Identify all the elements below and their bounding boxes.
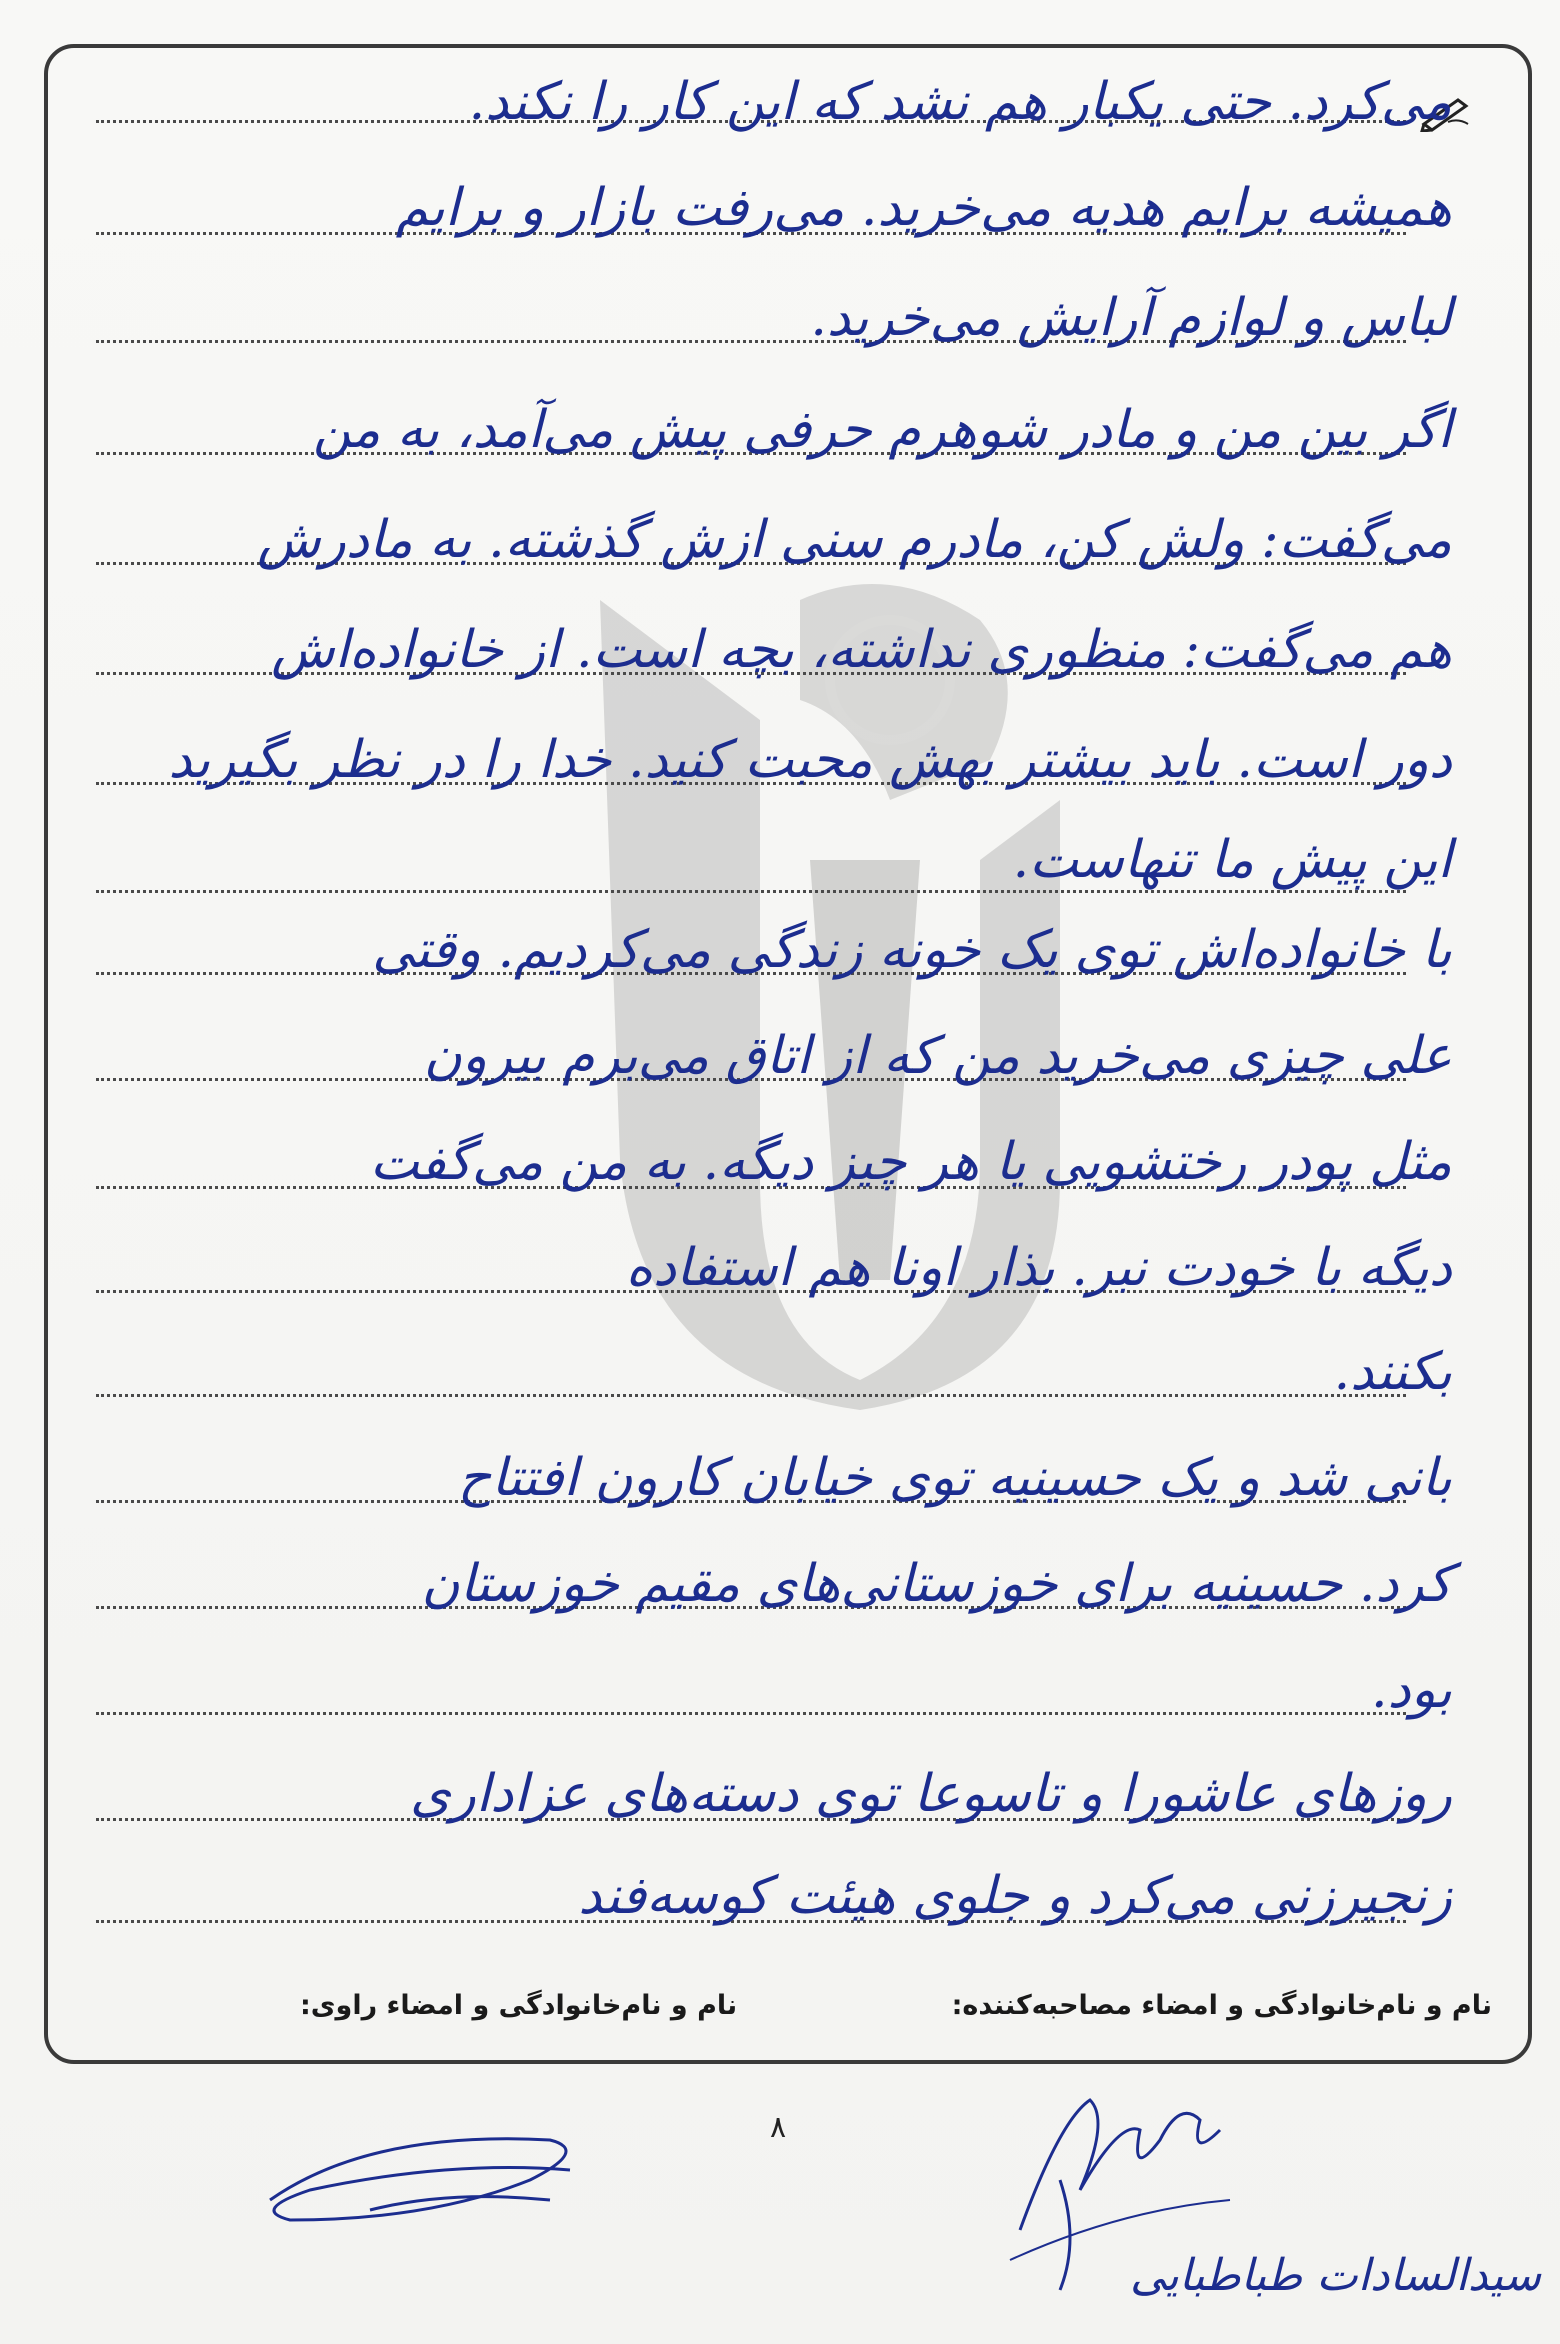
handwritten-line: دور است. باید بیشتر بهش محبت کنید. خدا را در نظر بگیرید xyxy=(168,730,1452,790)
handwritten-line: می‌گفت: ولش کن، مادرم سنی ازش گذشته. به مادرش xyxy=(257,510,1452,570)
interviewer-signature-label: نام و نام‌خانوادگی و امضاء مصاحبه‌کننده: xyxy=(951,1990,1492,2021)
handwritten-line: با خانواده‌اش توی یک خونه زندگی می‌کردیم. وقتی xyxy=(372,920,1452,980)
handwritten-line: علی چیزی می‌خرید من که از اتاق می‌برم بیرون xyxy=(423,1026,1452,1086)
handwritten-line: هم می‌گفت: منظوری نداشته، بچه است. از خانواده‌اش xyxy=(271,620,1452,680)
handwritten-line: اگر بین من و مادر شوهرم حرفی پیش می‌آمد، به من xyxy=(312,400,1452,460)
handwritten-line: همیشه برایم هدیه می‌خرید. می‌رفت بازار و برایم xyxy=(395,178,1452,238)
handwritten-line: می‌کرد. حتی یکبار هم نشد که این کار را نکند. xyxy=(468,72,1452,132)
handwritten-line: بکنند. xyxy=(1333,1342,1452,1402)
handwritten-line: دیگه با خودت نبر. بذار اونا هم استفاده xyxy=(625,1238,1452,1298)
writing-line xyxy=(96,890,1406,893)
handwritten-line: بانی شد و یک حسینیه توی خیابان کارون افتتاح xyxy=(457,1448,1452,1508)
narrator-signature-label: نام و نام‌خانوادگی و امضاء راوی: xyxy=(300,1990,738,2021)
handwritten-line: روزهای عاشورا و تاسوعا توی دسته‌های عزاداری xyxy=(410,1764,1452,1824)
handwritten-line: مثل پودر رختشویی یا هر چیز دیگه. به من می‌گفت xyxy=(369,1132,1452,1192)
handwritten-line: این پیش ما تنهاست. xyxy=(1012,830,1452,890)
writing-line xyxy=(96,1712,1406,1715)
handwritten-line: کرد. حسینیه برای خوزستانی‌های مقیم خوزستان xyxy=(421,1554,1452,1614)
writing-line xyxy=(96,1394,1406,1397)
handwritten-line: زنجیرزنی می‌کرد و جلوی هیئت کوسه‌فند xyxy=(578,1866,1452,1926)
handwritten-line: بود. xyxy=(1370,1660,1452,1720)
narrator-signature xyxy=(250,2120,590,2240)
handwritten-line: لباس و لوازم آرایش می‌خرید. xyxy=(810,288,1452,348)
page-number: ۸ xyxy=(770,2110,787,2145)
narrator-handwritten-name: سیدالسادات طباطبایی xyxy=(1130,2250,1542,2301)
